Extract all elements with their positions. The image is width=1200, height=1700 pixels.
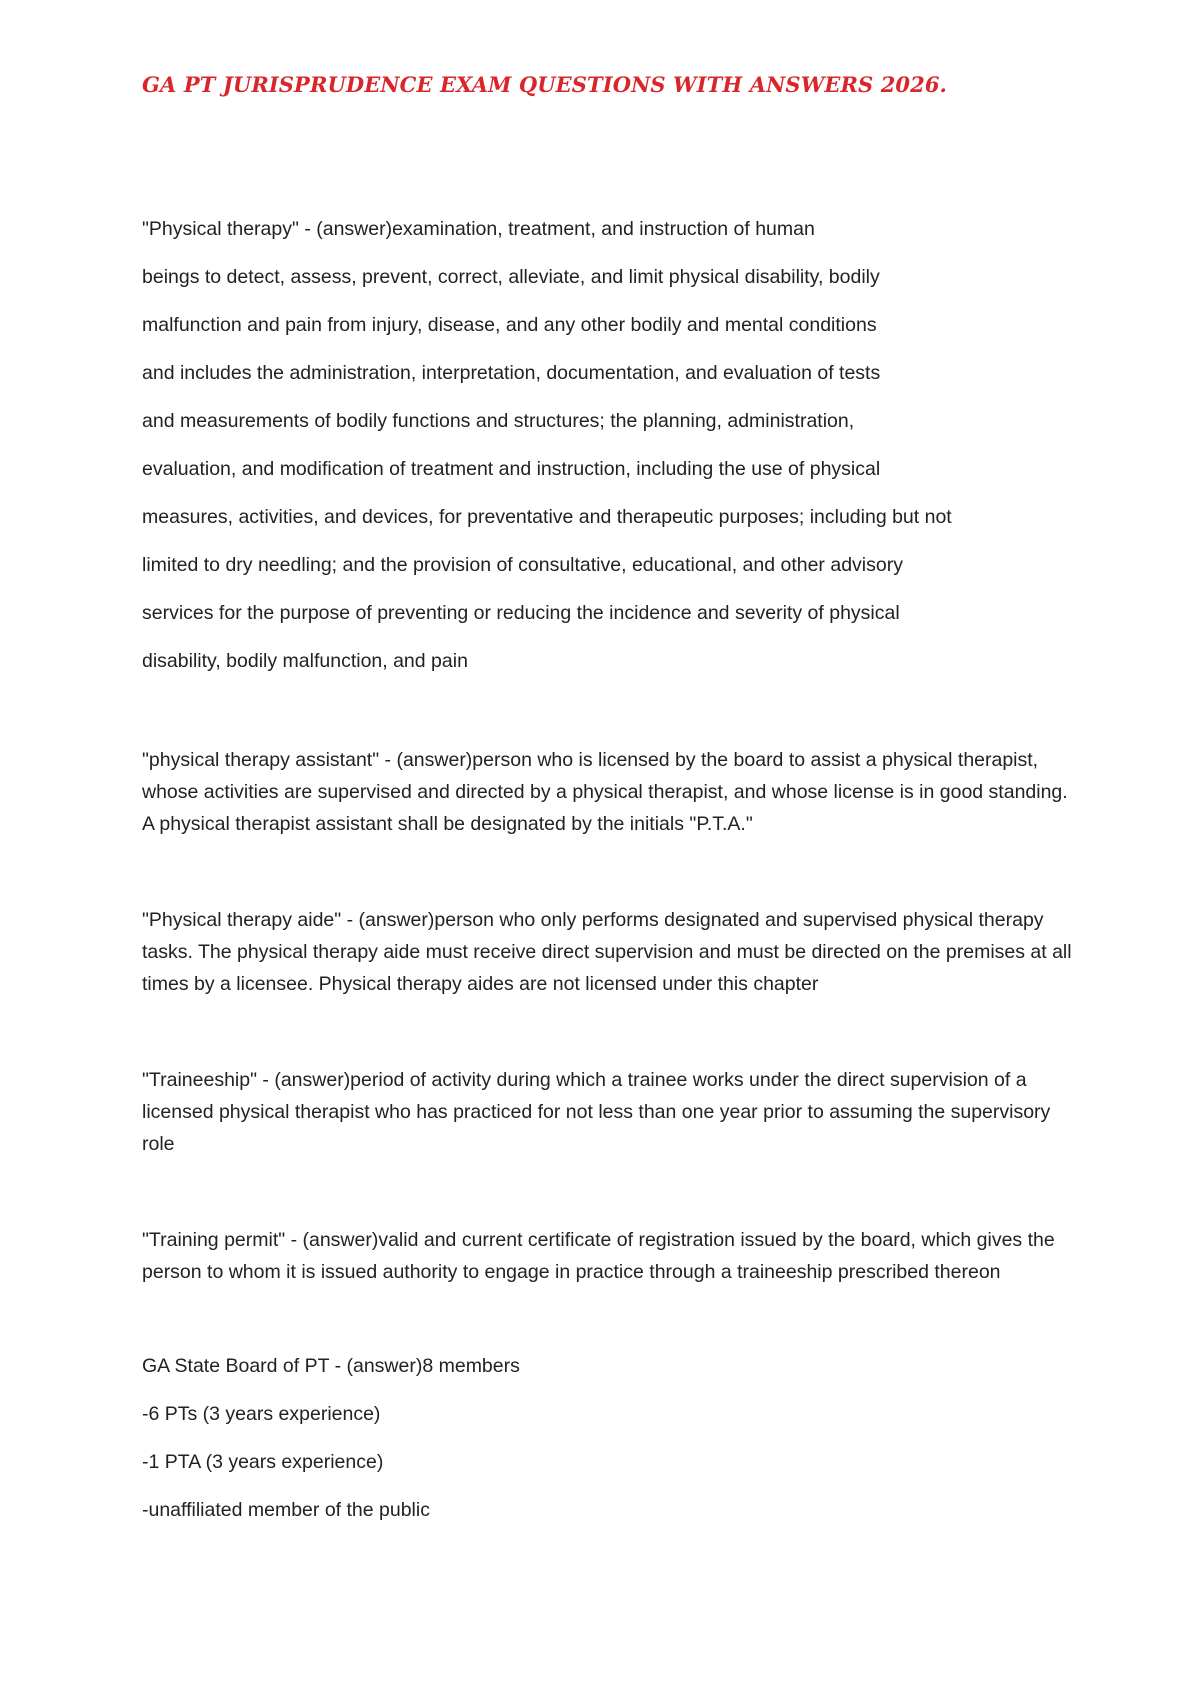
pt-definition-line: services for the purpose of preventing or reducing the incidence and severity of physical (142, 602, 900, 624)
pt-definition-line: "Physical therapy" - (answer)examination, treatment, and instruction of human (142, 218, 815, 240)
pt-definition-line: disability, bodily malfunction, and pain (142, 650, 468, 672)
pt-definition-line: and includes the administration, interpretation, documentation, and evaluation of tests (142, 362, 881, 384)
aide-definition: "Physical therapy aide" - (answer)person who only performs designated and supervised physical therapy tasks. The physical therapy aide must receive direct supervision and must be directed on the premises at all times by a licensee. Physical therapy aides are not licensed under this chapter (142, 909, 1072, 995)
board-heading: GA State Board of PT - (answer)8 members (142, 1355, 520, 1377)
pt-definition-line: measures, activities, and devices, for preventative and therapeutic purposes; including but not (142, 506, 952, 528)
document-title: GA PT JURISPRUDENCE EXAM QUESTIONS WITH ANSWERS 2026. (142, 72, 947, 97)
training-permit-definition: "Training permit" - (answer)valid and current certificate of registration issued by the board, which gives the person to whom it is issued authority to engage in practice through a traineeship prescribed thereon (142, 1229, 1055, 1283)
pt-definition-line: limited to dry needling; and the provision of consultative, educational, and other advisory (142, 554, 903, 576)
board-list-item: -1 PTA (3 years experience) (142, 1451, 384, 1473)
board-list-item: -6 PTs (3 years experience) (142, 1403, 381, 1425)
pt-definition-line: evaluation, and modification of treatment and instruction, including the use of physical (142, 458, 881, 480)
pt-definition-line: malfunction and pain from injury, disease, and any other bodily and mental conditions (142, 314, 877, 336)
pt-definition-line: and measurements of bodily functions and structures; the planning, administration, (142, 410, 855, 432)
pt-definition-line: beings to detect, assess, prevent, correct, alleviate, and limit physical disability, bodily (142, 266, 880, 288)
pta-definition: "physical therapy assistant" - (answer)person who is licensed by the board to assist a physical therapist, whose activities are supervised and directed by a physical therapist, and whose license is in good standing. A physical therapist assistant shall be designated by the initials "P.T.A." (142, 749, 1068, 835)
traineeship-definition: "Traineeship" - (answer)period of activity during which a trainee works under the direct supervision of a licensed physical therapist who has practiced for not less than one year prior to assuming the supervisory role (142, 1069, 1051, 1155)
board-list-item: -unaffiliated member of the public (142, 1499, 430, 1521)
